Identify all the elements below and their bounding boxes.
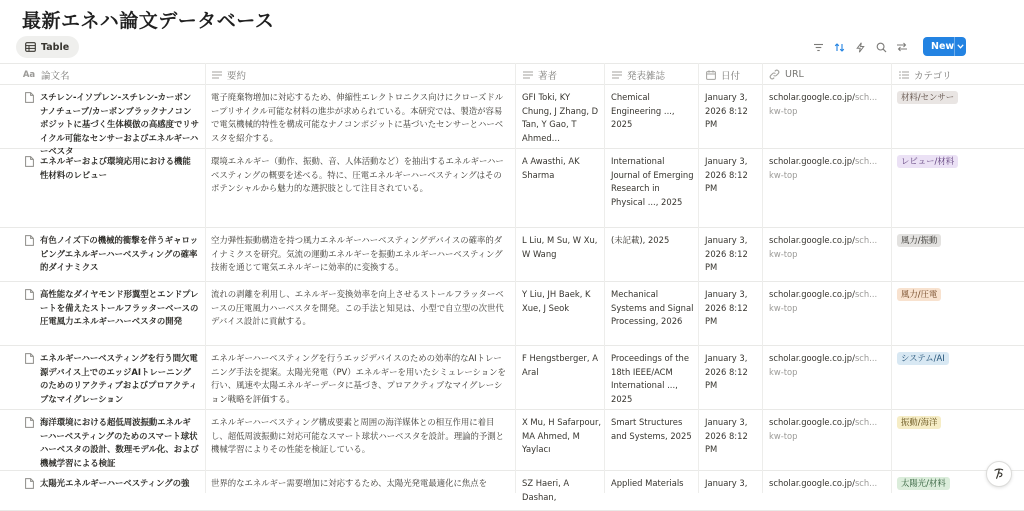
category-tag[interactable]: 太陽光/材料 xyxy=(897,477,950,490)
date-cell[interactable]: January 3, 2026 8:12 PM xyxy=(705,156,748,194)
column-label: 発表雑誌 xyxy=(627,70,666,82)
authors-cell[interactable]: A Awasthi, AK Sharma xyxy=(522,156,580,180)
journal-cell[interactable]: Chemical Engineering ..., 2025 xyxy=(611,92,675,130)
url-cell[interactable] xyxy=(769,288,887,342)
date-cell[interactable]: January 3, xyxy=(705,478,748,488)
url-truncated: sch... xyxy=(854,156,878,166)
column-divider xyxy=(604,63,605,493)
column-label: 日付 xyxy=(721,70,741,82)
url-link[interactable]: scholar.google.co.jp/ xyxy=(769,92,855,102)
journal-cell[interactable]: Proceedings of the 18th IEEE/ACM International ..., 2025 xyxy=(611,353,689,404)
paper-title-cell[interactable] xyxy=(25,477,199,507)
category-tag[interactable]: 風力/圧電 xyxy=(897,288,941,301)
date-cell[interactable]: January 3, 2026 8:12 PM xyxy=(705,92,748,130)
column-header-summary[interactable] xyxy=(211,64,246,85)
date-cell[interactable]: January 3, 2026 8:12 PM xyxy=(705,289,748,327)
category-tag[interactable]: システム/AI xyxy=(897,352,949,365)
column-divider xyxy=(205,63,206,493)
url-truncated: sch... xyxy=(854,478,878,488)
view-tab-label: Table xyxy=(41,41,70,53)
summary-cell[interactable]: 環境エネルギー（動作、振動、音、人体活動など）を抽出するエネルギーハーベスティングの概要を述べる。特に、圧電エネルギーハーベスティングはそのポテンシャルから魅力的な選択肢として注目されている。 xyxy=(211,156,504,194)
page-icon xyxy=(25,289,34,300)
authors-cell[interactable]: SZ Haeri, A Dashan, xyxy=(522,478,570,502)
category-cell[interactable] xyxy=(897,91,1007,107)
new-button[interactable] xyxy=(923,37,966,56)
page-icon xyxy=(25,417,34,428)
url-cell[interactable] xyxy=(769,91,887,145)
column-divider xyxy=(698,63,699,493)
table-row[interactable] xyxy=(0,282,1024,346)
paper-title: 海洋環境における超低周波振動エネルギーハーベスティングのためのスマート球状ハーベスタの設計、数理モデル化、および機械学習による検証 xyxy=(40,417,199,468)
view-tab-table[interactable] xyxy=(16,36,79,58)
column-header-authors[interactable] xyxy=(522,64,557,85)
summary-cell[interactable]: 世界的なエネルギー需要増加に対応するため、太陽光発電最適化に焦点を xyxy=(211,478,488,488)
table-row[interactable] xyxy=(0,228,1024,282)
category-tag[interactable]: レビュー/材料 xyxy=(897,155,958,168)
search-icon[interactable] xyxy=(875,41,887,53)
summary-cell[interactable]: 電子廃棄物増加に対応するため、伸縮性エレクトロニクス向けにクローズドループリサイクル可能な材料の進歩が求められている。本研究では、製造が容易で電気機械的特性を構成可能なナノコンポジットに基づいたセンサーとハーベスタを紹介する。 xyxy=(211,92,504,143)
summary-cell[interactable]: エネルギーハーベスティング構成要素と周囲の海洋媒体との相互作用に着目し、超低周波振動に対応可能なスマート球状ハーベスタを設計。理論的予測と機械学習によりその性能を検証している。 xyxy=(211,417,504,455)
settings-icon[interactable] xyxy=(896,41,908,53)
table-row[interactable] xyxy=(0,346,1024,410)
page-icon xyxy=(25,478,34,489)
column-label: URL xyxy=(785,69,804,80)
url-link[interactable]: scholar.google.co.jp/ xyxy=(769,353,855,363)
url-link[interactable]: scholar.google.co.jp/ xyxy=(769,417,855,427)
column-header-title[interactable] xyxy=(22,64,70,85)
column-label: 論文名 xyxy=(41,70,70,82)
list-icon xyxy=(898,69,909,80)
help-glyph-icon xyxy=(992,467,1006,481)
authors-cell[interactable]: GFI Toki, KY Chung, J Zhang, D Tan, Y Gao, T Ahmed… xyxy=(522,92,599,143)
page-icon xyxy=(25,235,34,246)
view-toolbar xyxy=(16,36,1024,58)
paper-title: 高性能なダイヤモンド形翼型とエンドプレートを備えたストールフラッターベースの圧電風力エネルギーハーベスタの開発 xyxy=(40,289,199,327)
authors-cell[interactable]: L Liu, M Su, W Xu, W Wang xyxy=(522,235,598,259)
summary-cell[interactable]: 流れの剥離を利用し、エネルギー変換効率を向上させるストールフラッターベースの圧電風力ハーベスタを開発。この手法と知見は、小型で自立型の次世代デバイス設計に貢献する。 xyxy=(211,289,504,327)
category-tag[interactable]: 振動/海洋 xyxy=(897,416,941,429)
paper-title: エネルギーハーベスティングを行う間欠電源デバイス上でのエッジAIトレーニングのためのリアクティブおよびプロアクティブなマイグレーション xyxy=(40,353,198,404)
url-truncated: sch... xyxy=(854,417,878,427)
category-cell[interactable] xyxy=(897,352,1007,368)
column-label: 著者 xyxy=(538,70,558,82)
url-link[interactable]: scholar.google.co.jp/ xyxy=(769,235,855,245)
category-cell[interactable] xyxy=(897,155,1007,171)
table-row[interactable] xyxy=(0,149,1024,228)
column-divider xyxy=(515,63,516,493)
paper-title: スチレン-イソプレン-スチレン-カーボンナノチューブ/カーボンブラックナノコンポジットに基づく生体模倣の高感度でリサイクル可能なセンサーおよびエネルギーハーベスタ xyxy=(40,92,199,157)
url-truncated: sch... xyxy=(854,235,878,245)
url-cell[interactable] xyxy=(769,416,887,467)
category-tag[interactable]: 材料/センサー xyxy=(897,91,958,104)
column-label: カテゴリ xyxy=(914,70,952,82)
help-button[interactable] xyxy=(986,461,1012,487)
summary-cell[interactable]: 空力弾性振動構造を持つ風力エネルギーハーベスティングデバイスの確率的ダイナミクスを研究。気流の運動エネルギーを振動エネルギーハーベスティング技術を通じて電気エネルギーに効率的に変換する。 xyxy=(211,235,503,273)
table-header xyxy=(0,63,1024,85)
authors-cell[interactable]: X Mu, H Safarpour, MA Ahmed, M Yaylacı xyxy=(522,417,602,455)
column-label: 要約 xyxy=(227,70,247,82)
url-cell[interactable] xyxy=(769,477,887,507)
paper-title-cell[interactable] xyxy=(25,234,199,278)
journal-cell[interactable]: Applied Materials xyxy=(611,478,684,488)
page-icon xyxy=(25,156,34,167)
url-keyword: kw-top xyxy=(769,248,798,259)
page-title: 最新エネハ論文データベース xyxy=(22,10,275,32)
column-header-url[interactable] xyxy=(769,64,804,85)
paper-title-cell[interactable] xyxy=(25,91,199,157)
new-button-label: New xyxy=(931,41,955,52)
link-icon xyxy=(769,69,780,80)
chevron-down-icon[interactable] xyxy=(955,44,966,49)
date-cell[interactable]: January 3, 2026 8:12 PM xyxy=(705,235,748,273)
url-truncated: sch... xyxy=(854,289,878,299)
url-keyword: kw-top xyxy=(769,430,798,441)
sort-icon[interactable] xyxy=(833,41,845,53)
category-cell[interactable] xyxy=(897,416,1007,432)
authors-cell[interactable]: Y Liu, JH Baek, K Xue, J Seok xyxy=(522,289,591,313)
paper-title: 有色ノイズ下の機械的衝撃を伴うギャロッピングエネルギーハーベスティングの確率的ダイナミクス xyxy=(40,235,199,273)
url-link[interactable]: scholar.google.co.jp/ xyxy=(769,289,855,299)
text-property-icon: Aa xyxy=(22,69,36,80)
journal-cell[interactable]: International Journal of Emerging Research in Physical ..., 2025 xyxy=(611,156,694,207)
page-icon xyxy=(25,92,34,103)
url-truncated: sch... xyxy=(854,353,878,363)
category-tag[interactable]: 風力/振動 xyxy=(897,234,941,247)
table-row[interactable] xyxy=(0,85,1024,157)
column-divider xyxy=(762,63,763,493)
url-cell[interactable] xyxy=(769,352,887,406)
paper-title-cell[interactable] xyxy=(25,352,199,406)
table-row[interactable] xyxy=(0,410,1024,471)
url-link[interactable]: scholar.google.co.jp/ xyxy=(769,478,855,488)
date-cell[interactable]: January 3, 2026 8:12 PM xyxy=(705,417,748,455)
calendar-icon xyxy=(705,69,716,80)
column-header-date[interactable] xyxy=(705,64,740,85)
url-truncated: sch... xyxy=(854,92,878,102)
paper-title: 太陽光エネルギーハーベスティングの強 xyxy=(40,478,190,488)
lines-icon xyxy=(611,69,622,80)
paper-title-cell[interactable] xyxy=(25,416,199,467)
url-keyword: kw-top xyxy=(769,169,798,180)
journal-cell[interactable]: Mechanical Systems and Signal Processing, 2026 xyxy=(611,289,694,327)
authors-cell[interactable]: F Hengstberger, A Aral xyxy=(522,353,598,377)
column-header-category[interactable] xyxy=(898,64,952,85)
journal-cell[interactable]: (未記載), 2025 xyxy=(611,235,670,245)
date-cell[interactable]: January 3, 2026 8:12 PM xyxy=(705,353,748,391)
lines-icon xyxy=(211,69,222,80)
table-icon xyxy=(25,42,36,52)
toolbar-actions xyxy=(812,36,908,58)
category-cell[interactable] xyxy=(897,288,1007,304)
url-link[interactable]: scholar.google.co.jp/ xyxy=(769,156,855,166)
lines-icon xyxy=(522,69,533,80)
page-icon xyxy=(25,353,34,364)
automation-icon[interactable] xyxy=(854,41,866,53)
paper-title-cell[interactable] xyxy=(25,288,199,342)
paper-title-cell[interactable] xyxy=(25,155,199,224)
url-cell[interactable] xyxy=(769,155,887,224)
table-row[interactable] xyxy=(0,471,1024,511)
journal-cell[interactable]: Smart Structures and Systems, 2025 xyxy=(611,417,692,441)
url-keyword: kw-top xyxy=(769,366,798,377)
filter-icon[interactable] xyxy=(812,41,824,53)
url-keyword: kw-top xyxy=(769,302,798,313)
url-keyword: kw-top xyxy=(769,105,798,116)
paper-title: エネルギーおよび環境応用における機能性材料のレビュー xyxy=(40,156,191,180)
column-header-journal[interactable] xyxy=(611,64,665,85)
category-cell[interactable] xyxy=(897,234,1007,250)
column-divider xyxy=(891,63,892,493)
url-cell[interactable] xyxy=(769,234,887,278)
summary-cell[interactable]: エネルギーハーベスティングを行うエッジデバイスのための効率的なAIトレーニング手法を提案。太陽光発電（PV）エネルギーを用いたシミュレーションを行い、風速や太陽エネルギーデータに基づき、プロアクティブなマイグレーション戦略を評価する。 xyxy=(211,353,506,404)
